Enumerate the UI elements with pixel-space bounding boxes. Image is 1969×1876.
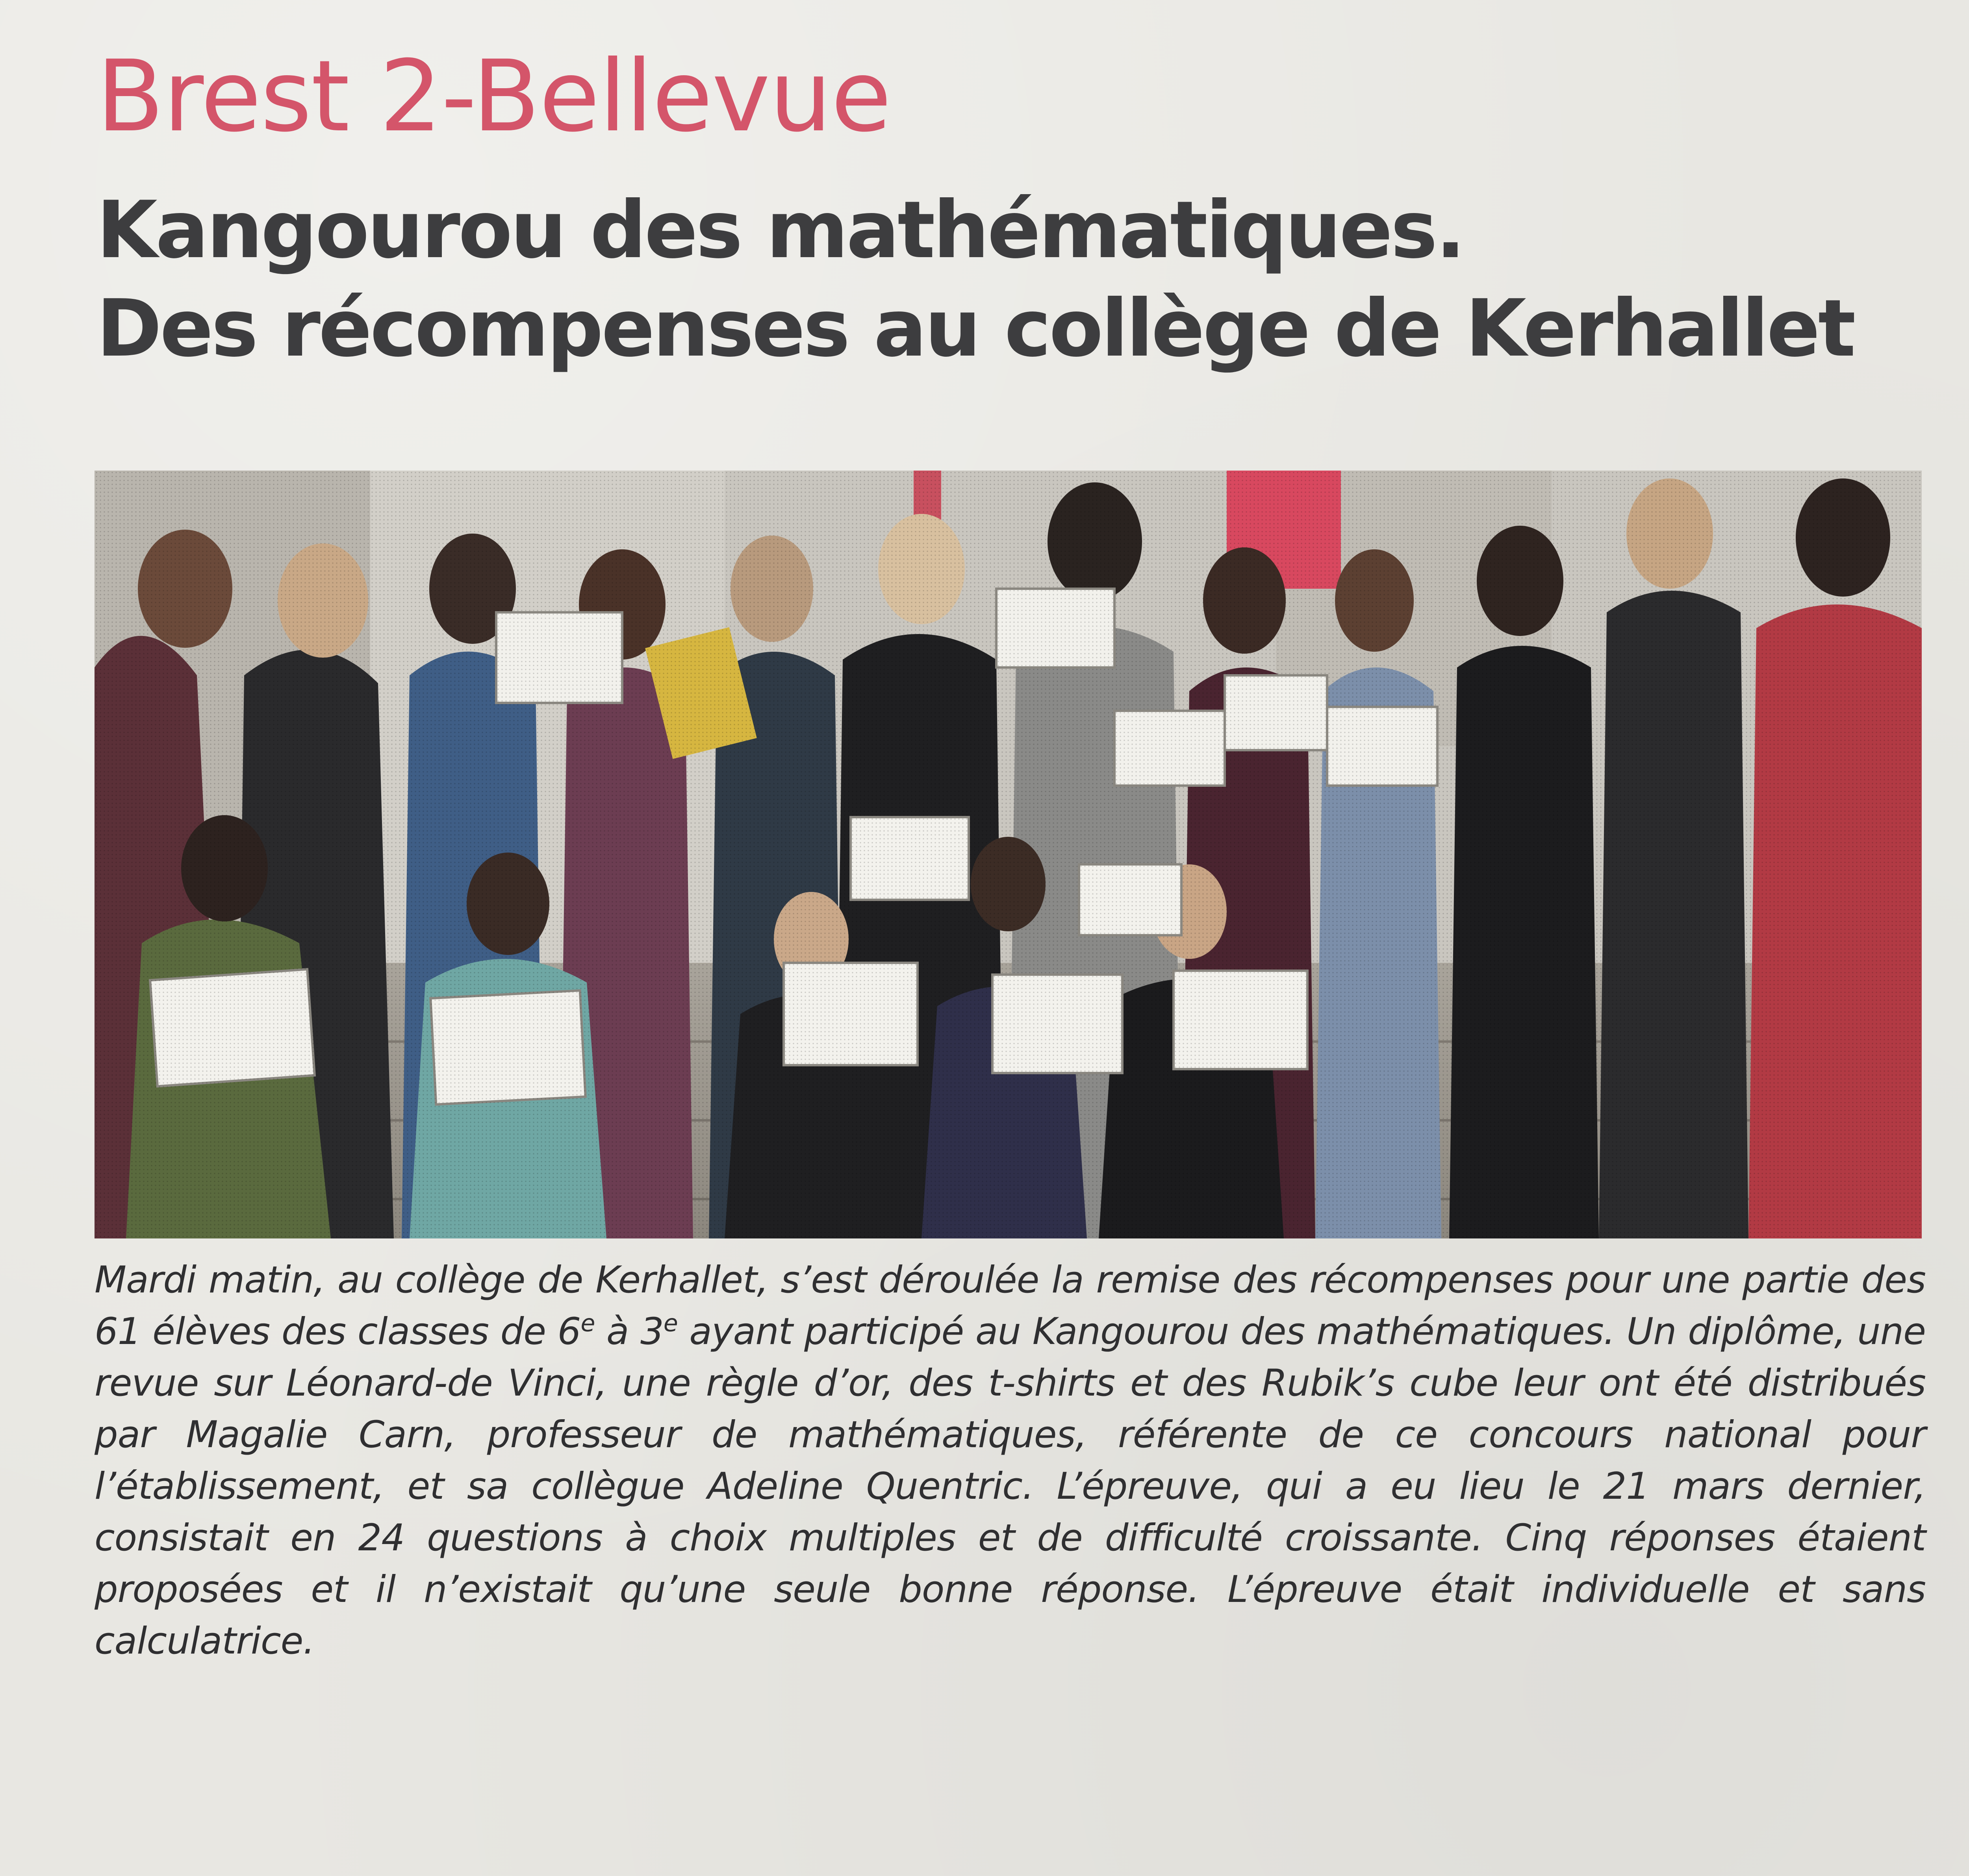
headline-line-1: Kangourou des mathématiques. <box>96 184 1464 276</box>
caption-part-1: Mardi matin, au collège de Kerhallet, s’est déroulée la remise des récompenses pour une partie des 61 élèves des classes de 6 <box>95 1259 1926 1353</box>
caption-part-2: à 3 <box>595 1310 664 1353</box>
caption-superscript-2: e <box>663 1309 678 1337</box>
caption-superscript-1: e <box>580 1309 595 1337</box>
headline <box>96 181 1854 378</box>
group-photo <box>95 471 1922 1238</box>
photo-caption <box>95 1254 1926 1667</box>
group-photo-illustration <box>95 471 1922 1238</box>
section-title: Brest 2-Bellevue <box>96 39 891 154</box>
headline-line-2: Des récompenses au collège de Kerhallet <box>96 283 1854 374</box>
caption-part-3: ayant participé au Kangourou des mathématiques. Un diplôme, une revue sur Léonard-de Vinci, une règle d’or, des t-shirts et des Rubik’s cube leur ont été distribués par Magalie Carn, professeur de mathématiques, référente de ce concours national pour l’établissement, et sa collègue Adeline Quentric. L’épreuve, qui a eu lieu le 21 mars dernier, consistait en 24 questions à choix multiples et de difficulté croissante. Cinq réponses étaient proposées et il n’existait qu’une seule bonne réponse. L’épreuve était individuelle et sans calculatrice. <box>95 1310 1926 1663</box>
